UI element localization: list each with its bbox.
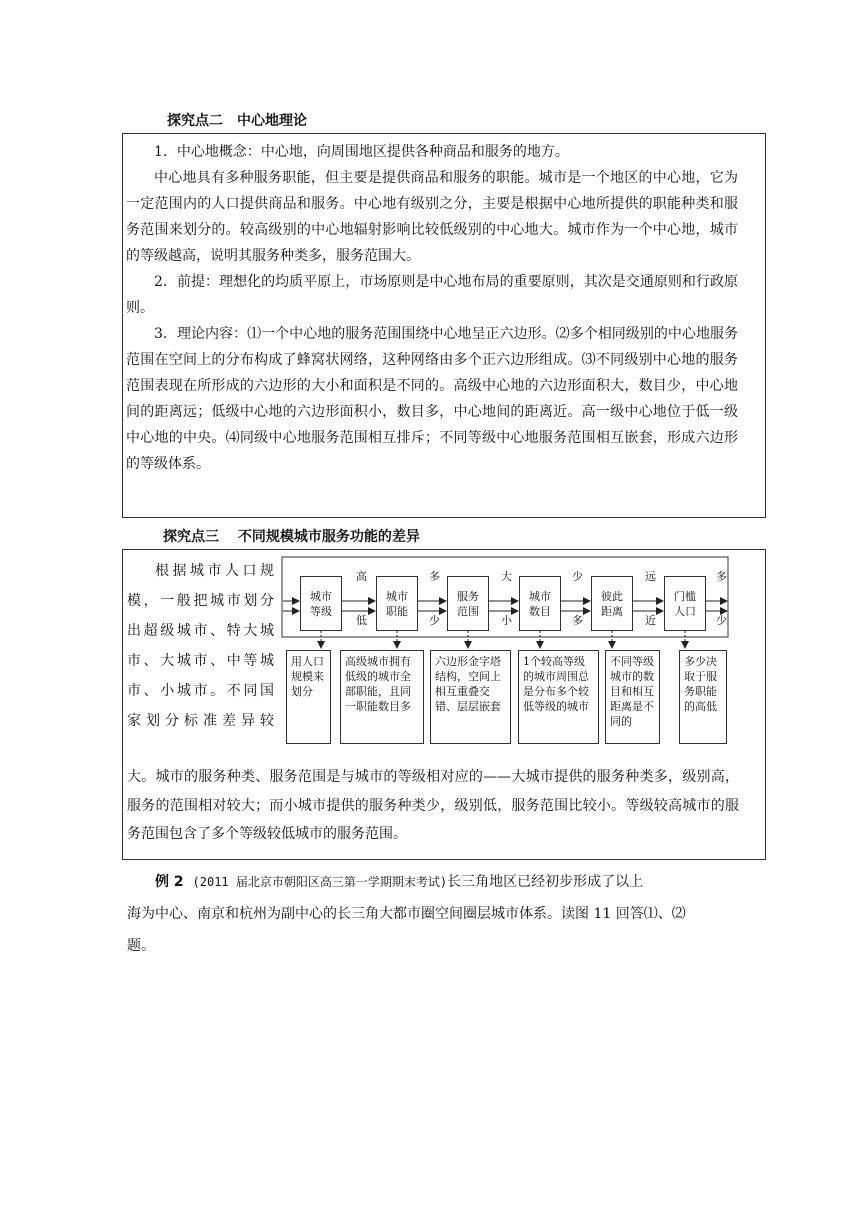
desc-service-range: 六边形金字塔结构，空间上相互重叠交错、层层嵌套 (430, 650, 511, 744)
node-threshold-population: 门槛人口 (664, 576, 706, 631)
node-distance: 彼此距离 (591, 576, 633, 631)
lower-label: 多 (572, 614, 583, 627)
left-line: 出超级城市、特大城 (127, 623, 274, 639)
node-city-level: 城市等级 (300, 576, 342, 631)
left-line: 市、小城市。不同国 (127, 683, 274, 699)
example-line-1 (127, 866, 739, 898)
example-2 (127, 866, 739, 962)
upper-label: 高 (356, 570, 367, 583)
section3-paragraph: 大。城市的服务种类、服务范围是与城市的等级相对应的——大城市提供的服务种类多，级别高，服务的范围相对较大；而小城市提供的服务种类少，级别低，服务范围比较小。等级较高城市的服务范围包含了多个等级较低城市的服务范围。 (127, 769, 739, 842)
example-line-2: 海为中心、南京和杭州为副中心的长三角大都市圈空间圈层城市体系。读图 11 回答⑴、⑵ (127, 906, 686, 922)
premise-paragraph: 2．前提：理想化的均质平原上，市场原则是中心地布局的重要原则，其次是交通原则和行政原则。 (126, 274, 738, 316)
node-city-count: 城市数目 (519, 576, 561, 631)
left-line: 根据城市人口规 (155, 563, 274, 579)
left-line: 模，一般把城市划分 (127, 593, 274, 609)
left-line: 家划分标准差异较 (127, 713, 274, 729)
section3-heading: 探究点三 不同规模城市服务功能的差异 (163, 529, 420, 545)
desc-city-level: 用人口规模来划分 (286, 650, 331, 744)
function-paragraph: 中心地具有多种服务职能，但主要是提供商品和服务的职能。城市是一个地区的中心地，它为一定范围内的人口提供商品和服务。中心地有级别之分，主要是根据中心地所提供的职能种类和服务范围来划分的。较高级别的中心地辐射影响比较低级别的中心地大。城市作为一个中心地，城市的等级越高，说明其服务种类多，服务范围大。 (126, 170, 738, 264)
lower-label: 少 (429, 614, 440, 627)
theory-paragraph: 3．理论内容：⑴一个中心地的服务范围围绕中心地呈正六边形。⑵多个相同级别的中心地服务范围在空间上的分布构成了蜂窝状网络，这种网络由多个正六边形组成。⑶不同级别中心地的服务范围表现在所形成的六边形的大小和面积是不同的。高级中心地的六边形面积大，数目少，中心地间的距离远；低级中心地的六边形面积小，数目多，中心地间的距离近。高一级中心地位于低一级中心地的中央。⑷同级中心地服务范围相互排斥；不同等级中心地服务范围相互嵌套，形成六边形的等级体系。 (126, 326, 738, 472)
concept-paragraph: 1．中心地概念：中心地，向周围地区提供各种商品和服务的地方。 (154, 144, 569, 160)
desc-threshold-population: 多少决取于服务职能的高低 (679, 650, 727, 744)
lower-label: 小 (501, 614, 512, 627)
upper-label: 少 (572, 570, 583, 583)
section3-bottom-text (127, 763, 739, 849)
desc-city-function: 高级城市拥有低级的城市全部职能，且同一职能数目多 (340, 650, 424, 744)
lower-label: 近 (645, 614, 656, 627)
desc-distance: 不同等级城市的数目和相互距离是不同的 (605, 650, 660, 744)
upper-label: 远 (645, 570, 656, 583)
left-line: 市、大城市、中等城 (127, 653, 274, 669)
upper-label: 多 (429, 570, 440, 583)
upper-label: 多 (716, 570, 727, 583)
upper-label: 大 (501, 570, 512, 583)
lower-label: 少 (716, 614, 727, 627)
node-city-function: 城市职能 (376, 576, 418, 631)
section2-heading: 探究点二 中心地理论 (167, 113, 307, 129)
example-label: 例 2 (155, 874, 184, 890)
example-line-3: 题。 (127, 938, 155, 954)
example-text-1: 长三角地区已经初步形成了以上 (447, 874, 644, 890)
desc-city-count: 1个较高等级的城市周围总是分布多个较低等级的城市 (518, 650, 599, 744)
lower-label: 低 (356, 614, 367, 627)
example-source: (2011 届北京市朝阳区高三第一学期期末考试) (192, 875, 448, 889)
node-service-range: 服务范围 (447, 576, 489, 631)
